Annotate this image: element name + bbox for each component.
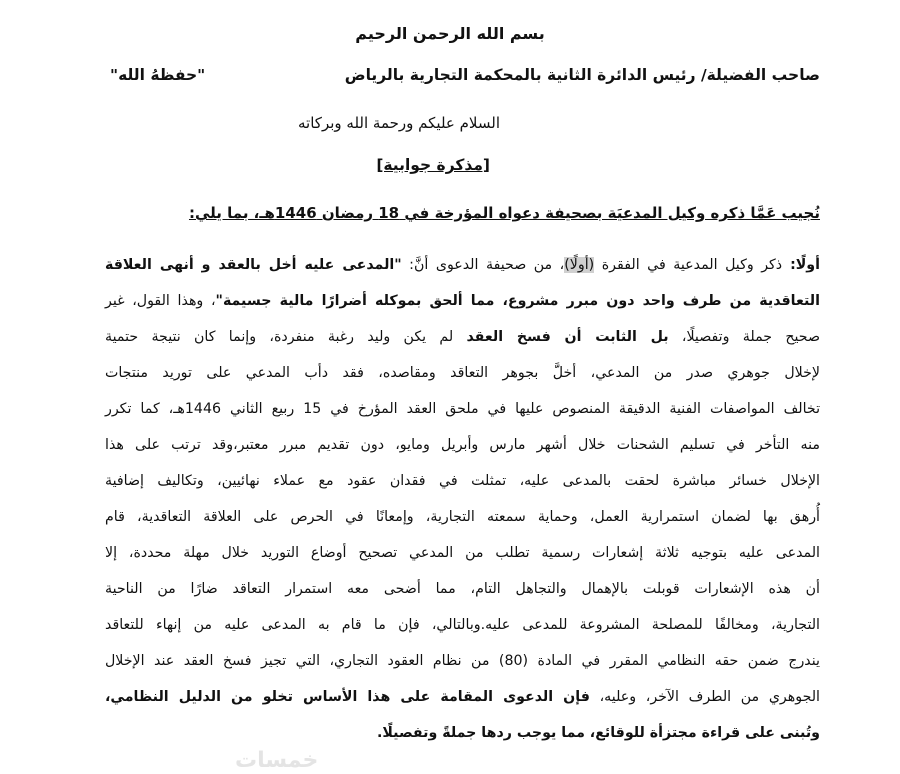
text-segment: ، وهذا القول، غير [105,293,216,309]
paragraph-line [105,680,820,716]
text-segment: منه التأخر في تسليم الشحنات خلال أشهر مارس وأبريل ومايو، دون تقديم مبرر معتبر،وقد ترتب على هذا [105,437,820,453]
intro-heading: نُجيب عَمَّا ذكره وكيل المدعيَة بصحيفة دعواه المؤرخة في 18 رمضان 1446هـ، بما يلي: [188,204,820,222]
highlighted-text-segment: (أولًا) [564,257,595,273]
text-segment: صحيح جملة وتفصيلًا، [668,329,820,345]
paragraph-line [105,536,820,572]
paragraph-line [105,644,820,680]
paragraph-line [105,572,820,608]
blessing-text: "حفظهُ الله" [110,66,206,84]
text-segment: لم يكن وليد رغبة منفردة، وإنما كان نتيجة حتمية [105,329,467,345]
document-body [105,248,820,752]
text-segment: التجارية، ومخالفًا للمصلحة المشروعة للمدعى عليه.وبالتالي، فإن ما قام به المدعى عليه من إنهاء للتعاقد [105,617,820,633]
bold-text-segment: أولًا: [782,257,820,273]
paragraph-line [105,248,820,284]
bold-text-segment: "المدعى عليه أخل بالعقد و أنهى العلاقة [105,257,402,273]
paragraph-line [105,608,820,644]
paragraph-line [105,392,820,428]
bold-text-segment: بل الثابت أن فسخ العقد [466,329,669,345]
bold-text-segment: فإن الدعوى المقامة على هذا الأساس تخلو من الدليل النظامي، [105,689,590,705]
text-segment: أن هذه الإشعارات قوبلت بالإهمال والتجاهل التام، مما أضحى معه استمرار التعاقد ضارًا من الناحية [105,581,820,597]
text-segment: أُرهق بها لضمان استمرارية العمل، وحماية سمعته التجارية، وإمعانًا في الحرص على العلاقة التعاقدية، قام [105,509,820,525]
paragraph-line [105,356,820,392]
text-segment: ، من صحيفة الدعوى أنَّ: [401,257,565,273]
bold-text-segment: التعاقدية من طرف واحد دون مبرر مشروع، مما ألحق بموكله أضرارًا مالية جسيمة" [215,293,820,309]
text-segment: تخالف المواصفات الفنية الدقيقة المنصوص عليها في ملحق العقد المؤرخ في 15 ربيع الثاني 1446هـ، كما تكرر [105,401,821,417]
paragraph-line [105,428,820,464]
paragraph-line [105,500,820,536]
text-segment: الجوهري من الطرف الآخر، وعليه، [589,689,820,705]
greeting-line: السلام عليكم ورحمة الله وبركاته [298,114,500,132]
memo-title: [مذكرة جوابية] [376,156,490,174]
bold-text-segment: وتُبنى على قراءة مجتزأة للوقائع، مما يوجب ردها جملةً وتفصيلًا. [376,725,820,741]
addressee-line: صاحب الفضيلة/ رئيس الدائرة الثانية بالمحكمة التجارية بالرياض [344,66,820,84]
paragraph-line [105,284,820,320]
text-segment: الإخلال خسائر مباشرة لحقت بالمدعى عليه، تمثلت في فقدان عقود مع عملاء نهائيين، وتكاليف إضافية [105,473,820,489]
text-segment: يندرج ضمن حقه النظامي المقرر في المادة (80) من نظام العقود التجاري، التي تجيز فسخ العقد عند الإخلال [105,653,820,669]
paragraph-line [105,464,820,500]
paragraph-line [105,320,820,356]
text-segment: ذكر وكيل المدعية في الفقرة [594,257,783,273]
paragraph-line [105,716,820,752]
text-segment: المدعى عليه بتوجيه ثلاثة إشعارات رسمية تطلب من المدعي تصحيح أوضاع التوريد خلال مهلة محددة، إلا [105,545,820,561]
watermark: خمسات [235,748,319,773]
text-segment: لإخلال جوهري صدر من المدعي، أخلَّ بجوهر التعاقد ومقاصده، فقد دأب المدعي على توريد منتجات [105,365,820,381]
basmala-heading: بسم الله الرحمن الرحيم [355,24,545,43]
